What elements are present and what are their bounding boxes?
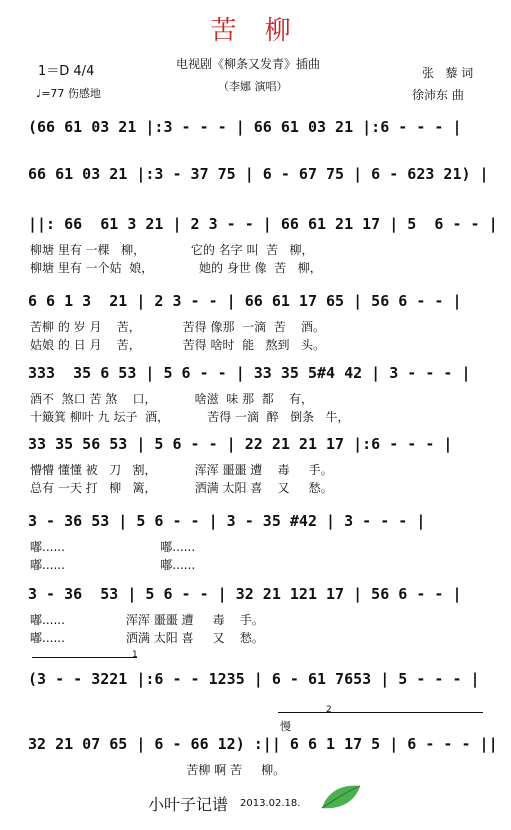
transcriber-signature: 小叶子记谱 bbox=[148, 795, 229, 814]
composer: 徐沛东 曲 bbox=[412, 88, 464, 102]
volta-1-bracket bbox=[32, 657, 137, 658]
lyric-line: 苦柳 的 岁 月 苦， 苦得 像那 一滴 苦 酒。 bbox=[30, 320, 325, 334]
music-row: (66 61 03 21 |:3 - - - | 66 61 03 21 |:6 - - - | bbox=[28, 118, 462, 136]
music-row: 33 35 56 53 | 5 6 - - | 22 21 21 17 |:6 - - - | bbox=[28, 435, 453, 453]
key-signature: 1＝D 4/4 bbox=[38, 64, 95, 79]
lyric-line: 总有 一天 打 柳 篱， 洒满 太阳 喜 又 愁。 bbox=[30, 481, 333, 495]
lyric-line: 懵懵 懂懂 被 刀 割， 浑浑 噩噩 遭 毒 手。 bbox=[30, 463, 333, 477]
music-row: (3 - - 3221 |:6 - - 1235 | 6 - 61 7653 | 5 - - - | bbox=[28, 670, 480, 688]
music-row: 3 - 36 53 | 5 6 - - | 32 21 121 17 | 56 6 - - | bbox=[28, 585, 462, 603]
leaf-icon bbox=[318, 782, 364, 812]
music-row: ||: 66 61 3 21 | 2 3 - - | 66 61 21 17 | 5 6 - - | bbox=[28, 215, 498, 233]
lyric-line: 柳塘 里有 一棵 柳， 它的 名字 叫 苦 柳， bbox=[30, 243, 314, 257]
tempo-marking: ♩=77 伤感地 bbox=[36, 87, 101, 100]
slow-mark: 慢 bbox=[280, 720, 291, 733]
lyric-line: 柳塘 里有 一个姑 娘， 她的 身世 像 苦 柳， bbox=[30, 261, 322, 275]
music-row: 3 - 36 53 | 5 6 - - | 3 - 35 #42 | 3 - - - | bbox=[28, 512, 426, 530]
lyric-line: 嘟...... 嘟...... bbox=[30, 540, 196, 554]
lyric-line: 嘟...... 嘟...... bbox=[30, 558, 196, 572]
lyricist: 张 藜 词 bbox=[422, 66, 474, 80]
song-title: 苦 柳 bbox=[210, 16, 301, 46]
music-row: 6 6 1 3 21 | 2 3 - - | 66 61 17 65 | 56 6 - - | bbox=[28, 292, 462, 310]
lyric-line: 苦柳 啊 苦 柳。 bbox=[30, 763, 286, 777]
lyric-line: 酒不 煞口 苦 煞 口， 啥滋 味 那 都 有， bbox=[30, 392, 313, 406]
volta-2-number: 2 bbox=[326, 705, 332, 715]
transcription-date: 2013.02.18. bbox=[240, 798, 301, 809]
music-row: 66 61 03 21 |:3 - 37 75 | 6 - 67 75 | 6 - 623 21) | bbox=[28, 165, 489, 183]
lyric-line: 姑娘 的 日 月 苦， 苦得 啥时 能 熬到 头。 bbox=[30, 338, 325, 352]
lyric-line: 十簸箕 柳叶 九 坛子 酒， 苦得 一滴 醉 倒条 牛， bbox=[30, 410, 350, 424]
volta-2-bracket bbox=[278, 712, 483, 713]
music-row: 32 21 07 65 | 6 - 66 12) :|| 6 6 1 17 5 | 6 - - - || bbox=[28, 735, 498, 753]
subtitle: 电视剧《柳条又发青》插曲 bbox=[176, 57, 321, 71]
volta-1-number: 1 bbox=[132, 650, 138, 660]
music-row: 333 35 6 53 | 5 6 - - | 33 35 5#4 42 | 3 - - - | bbox=[28, 364, 471, 382]
lyric-line: 嘟...... 洒满 太阳 喜 又 愁。 bbox=[30, 631, 264, 645]
singer: （李娜 演唱） bbox=[218, 80, 288, 93]
lyric-line: 嘟...... 浑浑 噩噩 遭 毒 手。 bbox=[30, 613, 264, 627]
